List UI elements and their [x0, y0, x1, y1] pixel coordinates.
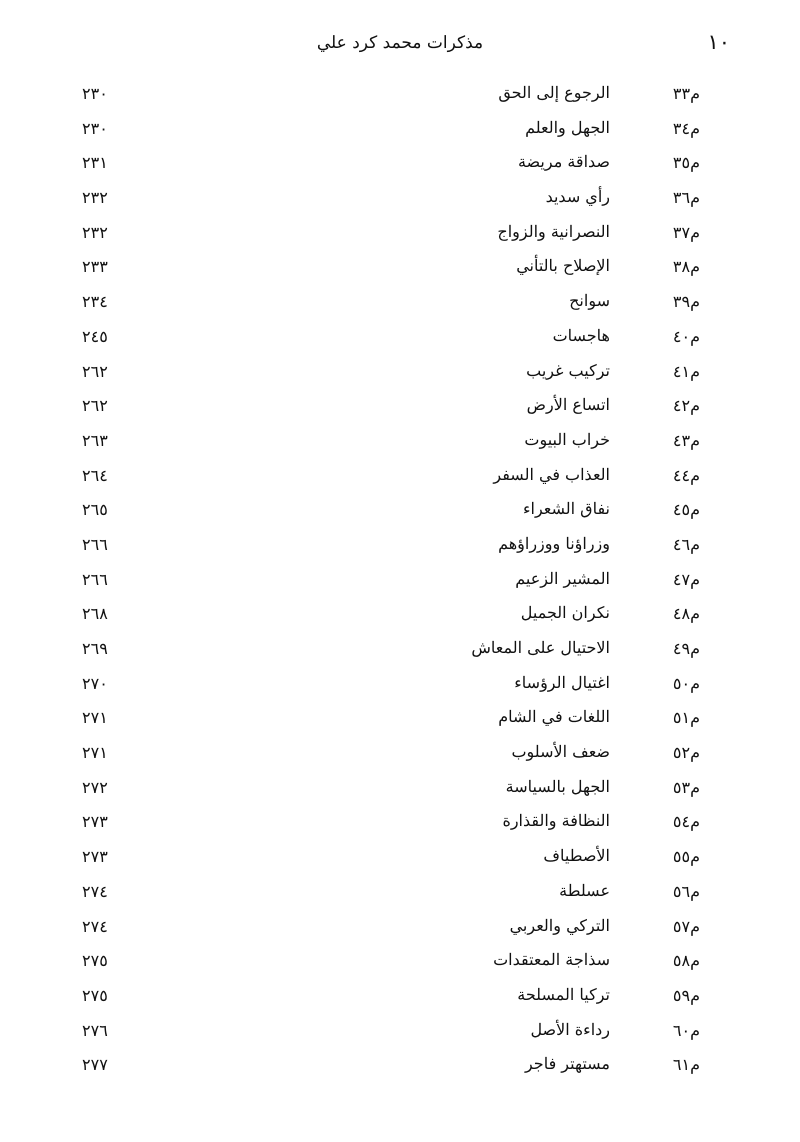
- toc-entry: [60, 772, 740, 807]
- entry-number: م٥٥: [672, 847, 700, 867]
- toc-entry: [60, 147, 740, 182]
- toc-entry: [60, 633, 740, 668]
- entry-number: م٤١: [672, 361, 700, 381]
- entry-page: ٢٦٢: [82, 396, 108, 416]
- entry-title: الرجوع إلى الحق: [498, 83, 610, 102]
- entry-title: صداقة مريضة: [517, 152, 610, 172]
- entry-number: م٣٥: [672, 153, 700, 173]
- entry-title: ضعف الأسلوب: [511, 742, 610, 762]
- entry-page: ٢٧٥: [82, 951, 108, 971]
- entry-number: م٣٤: [672, 118, 700, 138]
- toc-entry: [60, 806, 740, 841]
- toc-entry: [60, 702, 740, 737]
- entry-number: م٤٩: [672, 639, 700, 658]
- entry-page: ٢٧١: [82, 708, 108, 728]
- entry-title: الإصلاح بالتأني: [516, 256, 610, 276]
- entry-page: ٢٣٢: [82, 222, 108, 242]
- entry-number: م٤٧: [672, 569, 700, 589]
- toc-entry: [60, 78, 740, 113]
- entry-number: م٤٥: [672, 500, 700, 520]
- entry-number: م٥٢: [672, 743, 700, 763]
- entry-number: م٥٦: [672, 881, 700, 901]
- toc-entry: [60, 876, 740, 911]
- entry-number: م٦٠: [672, 1020, 700, 1040]
- entry-title: اتساع الأرض: [526, 395, 610, 415]
- toc-entry: [60, 945, 740, 980]
- toc-entry: [60, 217, 740, 252]
- entry-number: م٣٣: [672, 84, 700, 103]
- entry-number: م٥٧: [672, 916, 700, 936]
- entry-page: ٢٣٢: [82, 188, 108, 208]
- entry-number: م٤٨: [672, 604, 700, 624]
- entry-title: خراب البيوت: [524, 429, 610, 449]
- entry-page: ٢٧٤: [82, 881, 108, 901]
- entry-page: ٢٧٣: [82, 812, 108, 832]
- entry-number: م٤٠: [672, 326, 700, 346]
- toc-entry: [60, 286, 740, 321]
- toc-entry: [60, 113, 740, 148]
- running-title: مذكرات محمد كرد علي: [316, 33, 484, 53]
- entry-title: النصرانية والزواج: [497, 221, 610, 241]
- entry-number: م٣٨: [672, 257, 700, 277]
- entry-title: رداءة الأصل: [530, 1019, 610, 1039]
- entry-title: تركيا المسلحة: [517, 984, 610, 1004]
- entry-page: ٢٦٨: [82, 604, 108, 624]
- toc-entry: [60, 668, 740, 703]
- entry-title: عسلطة: [559, 880, 610, 900]
- page-header: [60, 30, 740, 60]
- toc-entry: [60, 460, 740, 495]
- entry-page: ٢٣٤: [82, 292, 108, 312]
- entry-page: ٢٧٧: [82, 1055, 108, 1075]
- entry-page: ٢٧١: [82, 743, 108, 763]
- entry-title: هاجسات: [552, 325, 610, 345]
- table-of-contents: [60, 78, 740, 1084]
- toc-entry: [60, 356, 740, 391]
- entry-title: سذاجة المعتقدات: [493, 950, 610, 970]
- entry-title: مستهتر فاجر: [524, 1054, 610, 1074]
- toc-entry: [60, 980, 740, 1015]
- entry-title: التركي والعربي: [509, 915, 610, 935]
- entry-title: نكران الجميل: [520, 603, 610, 623]
- entry-page: ٢٣٠: [82, 118, 108, 138]
- entry-title: الجهل والعلم: [525, 117, 610, 137]
- entry-page: ٢٦٥: [82, 500, 108, 520]
- entry-page: ٢٧٣: [82, 847, 108, 867]
- toc-entry: [60, 737, 740, 772]
- toc-entry: [60, 425, 740, 460]
- entry-title: وزراؤنا ووزراؤهم: [498, 533, 610, 553]
- entry-page: ٢٦٩: [82, 639, 108, 658]
- entry-number: م٤٤: [672, 465, 700, 485]
- entry-number: م٥٤: [672, 812, 700, 832]
- entry-number: م٤٣: [672, 430, 700, 450]
- entry-number: م٥٣: [672, 777, 700, 797]
- entry-title: رأي سديد: [545, 187, 610, 207]
- entry-title: الجهل بالسياسة: [505, 776, 610, 796]
- entry-page: ٢٧٦: [82, 1020, 108, 1040]
- entry-page: ٢٣٠: [82, 84, 108, 103]
- entry-number: م٥١: [672, 708, 700, 728]
- toc-entry: [60, 529, 740, 564]
- entry-title: اغتيال الرؤساء: [514, 672, 610, 692]
- toc-entry: [60, 390, 740, 425]
- toc-entry: [60, 251, 740, 286]
- entry-page: ٢٦٦: [82, 534, 108, 554]
- entry-page: ٢٧٢: [82, 777, 108, 797]
- entry-number: م٣٩: [672, 292, 700, 312]
- entry-page: ٢٣٣: [82, 257, 108, 277]
- entry-number: م٥٩: [672, 985, 700, 1005]
- entry-page: ٢٦٣: [82, 430, 108, 450]
- entry-page: ٢٦٤: [82, 465, 108, 485]
- entry-title: الأصطياف: [543, 846, 610, 866]
- entry-title: المشير الزعيم: [515, 568, 610, 588]
- toc-entry: [60, 1015, 740, 1050]
- entry-number: م٦١: [672, 1055, 700, 1075]
- entry-page: ٢٦٦: [82, 569, 108, 589]
- entry-page: ٢٧٥: [82, 985, 108, 1005]
- entry-number: م٥٨: [672, 951, 700, 971]
- entry-number: م٤٢: [672, 396, 700, 416]
- toc-entry: [60, 1049, 740, 1084]
- entry-page: ٢٤٥: [82, 326, 108, 346]
- toc-entry: [60, 841, 740, 876]
- entry-number: م٣٦: [672, 188, 700, 208]
- entry-page: ٢٧٤: [82, 916, 108, 936]
- entry-title: النظافة والقذارة: [502, 811, 610, 831]
- toc-entry: [60, 911, 740, 946]
- entry-number: م٤٦: [672, 534, 700, 554]
- page-number: ١٠: [707, 30, 730, 54]
- entry-title: نفاق الشعراء: [522, 499, 610, 519]
- entry-page: ٢٧٠: [82, 673, 108, 693]
- entry-number: م٥٠: [672, 673, 700, 693]
- toc-entry: [60, 598, 740, 633]
- entry-title: اللغات في الشام: [498, 707, 610, 727]
- entry-title: العذاب في السفر: [493, 464, 610, 484]
- entry-page: ٢٣١: [82, 153, 108, 173]
- entry-title: الاحتيال على المعاش: [471, 638, 610, 657]
- entry-number: م٣٧: [672, 222, 700, 242]
- toc-entry: [60, 494, 740, 529]
- entry-title: تركيب غريب: [526, 360, 610, 380]
- entry-page: ٢٦٢: [82, 361, 108, 381]
- toc-entry: [60, 182, 740, 217]
- toc-entry: [60, 321, 740, 356]
- toc-entry: [60, 564, 740, 599]
- entry-title: سوانح: [569, 291, 610, 311]
